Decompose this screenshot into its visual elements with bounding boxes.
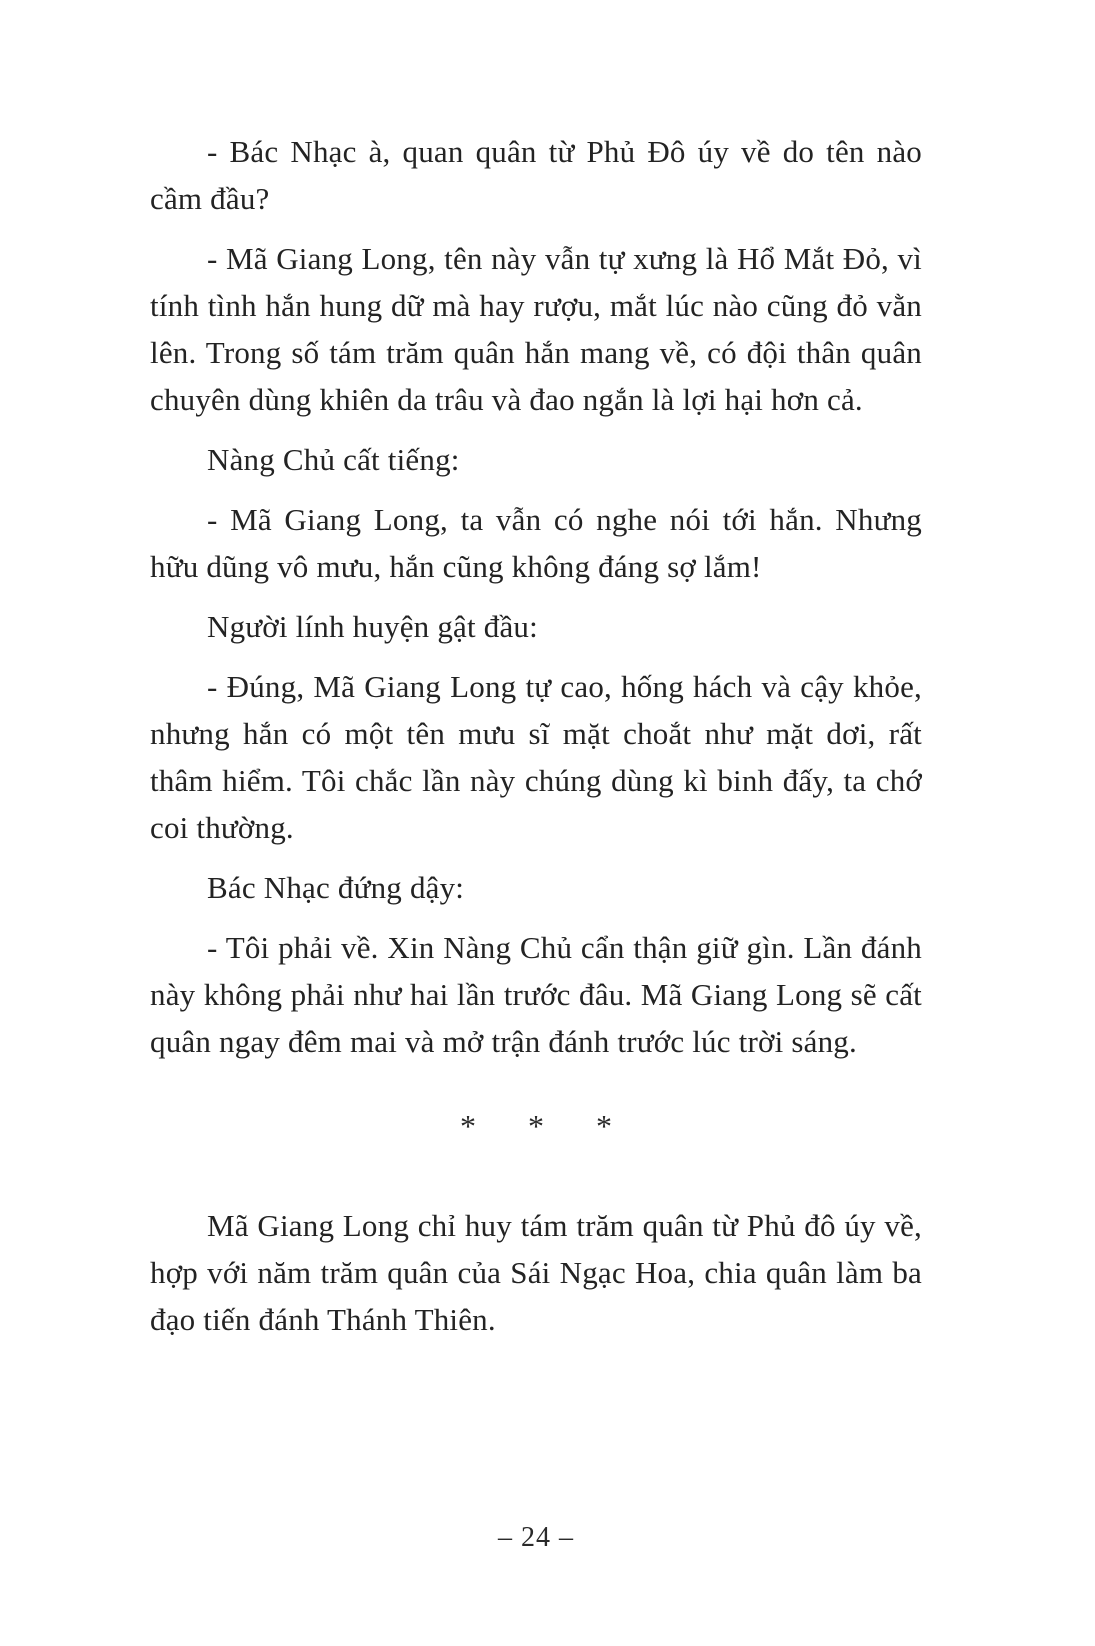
- paragraph-1: - Bác Nhạc à, quan quân từ Phủ Đô úy về do tên nào cầm đầu?: [150, 134, 922, 216]
- paragraph-8: - Tôi phải về. Xin Nàng Chủ cẩn thận giữ gìn. Lần đánh này không phải như hai lần trước đâu. Mã Giang Long sẽ cất quân ngay đêm mai và mở trận đánh trước lúc trời sáng.: [150, 930, 922, 1059]
- paragraph-9: Mã Giang Long chỉ huy tám trăm quân từ Phủ đô úy về, hợp với năm trăm quân của Sái Ngạc Hoa, chia quân làm ba đạo tiến đánh Thánh Thiên.: [150, 1208, 922, 1337]
- page-number: – 24 –: [498, 1522, 574, 1553]
- paragraph-2: - Mã Giang Long, tên này vẫn tự xưng là Hổ Mắt Đỏ, vì tính tình hắn hung dữ mà hay rượu, mắt lúc nào cũng đỏ vằn lên. Trong số tám trăm quân hắn mang về, có đội thân quân chuyên dùng khiên da trâu và đao ngắn là lợi hại hơn cả.: [150, 241, 922, 417]
- paragraph-7: Bác Nhạc đứng dậy:: [207, 870, 465, 905]
- paragraph-5: Người lính huyện gật đầu:: [207, 609, 538, 644]
- paragraph-3: Nàng Chủ cất tiếng:: [207, 442, 460, 477]
- paragraph-6: - Đúng, Mã Giang Long tự cao, hống hách và cậy khỏe, nhưng hắn có một tên mưu sĩ mặt choắt như mặt dơi, rất thâm hiểm. Tôi chắc lần này chúng dùng kì binh đấy, ta chớ coi thường.: [150, 669, 922, 845]
- section-separator: * * *: [460, 1108, 612, 1144]
- paragraph-4: - Mã Giang Long, ta vẫn có nghe nói tới hắn. Nhưng hữu dũng vô mưu, hắn cũng không đáng sợ lắm!: [150, 502, 922, 584]
- text-block: [150, 128, 922, 1356]
